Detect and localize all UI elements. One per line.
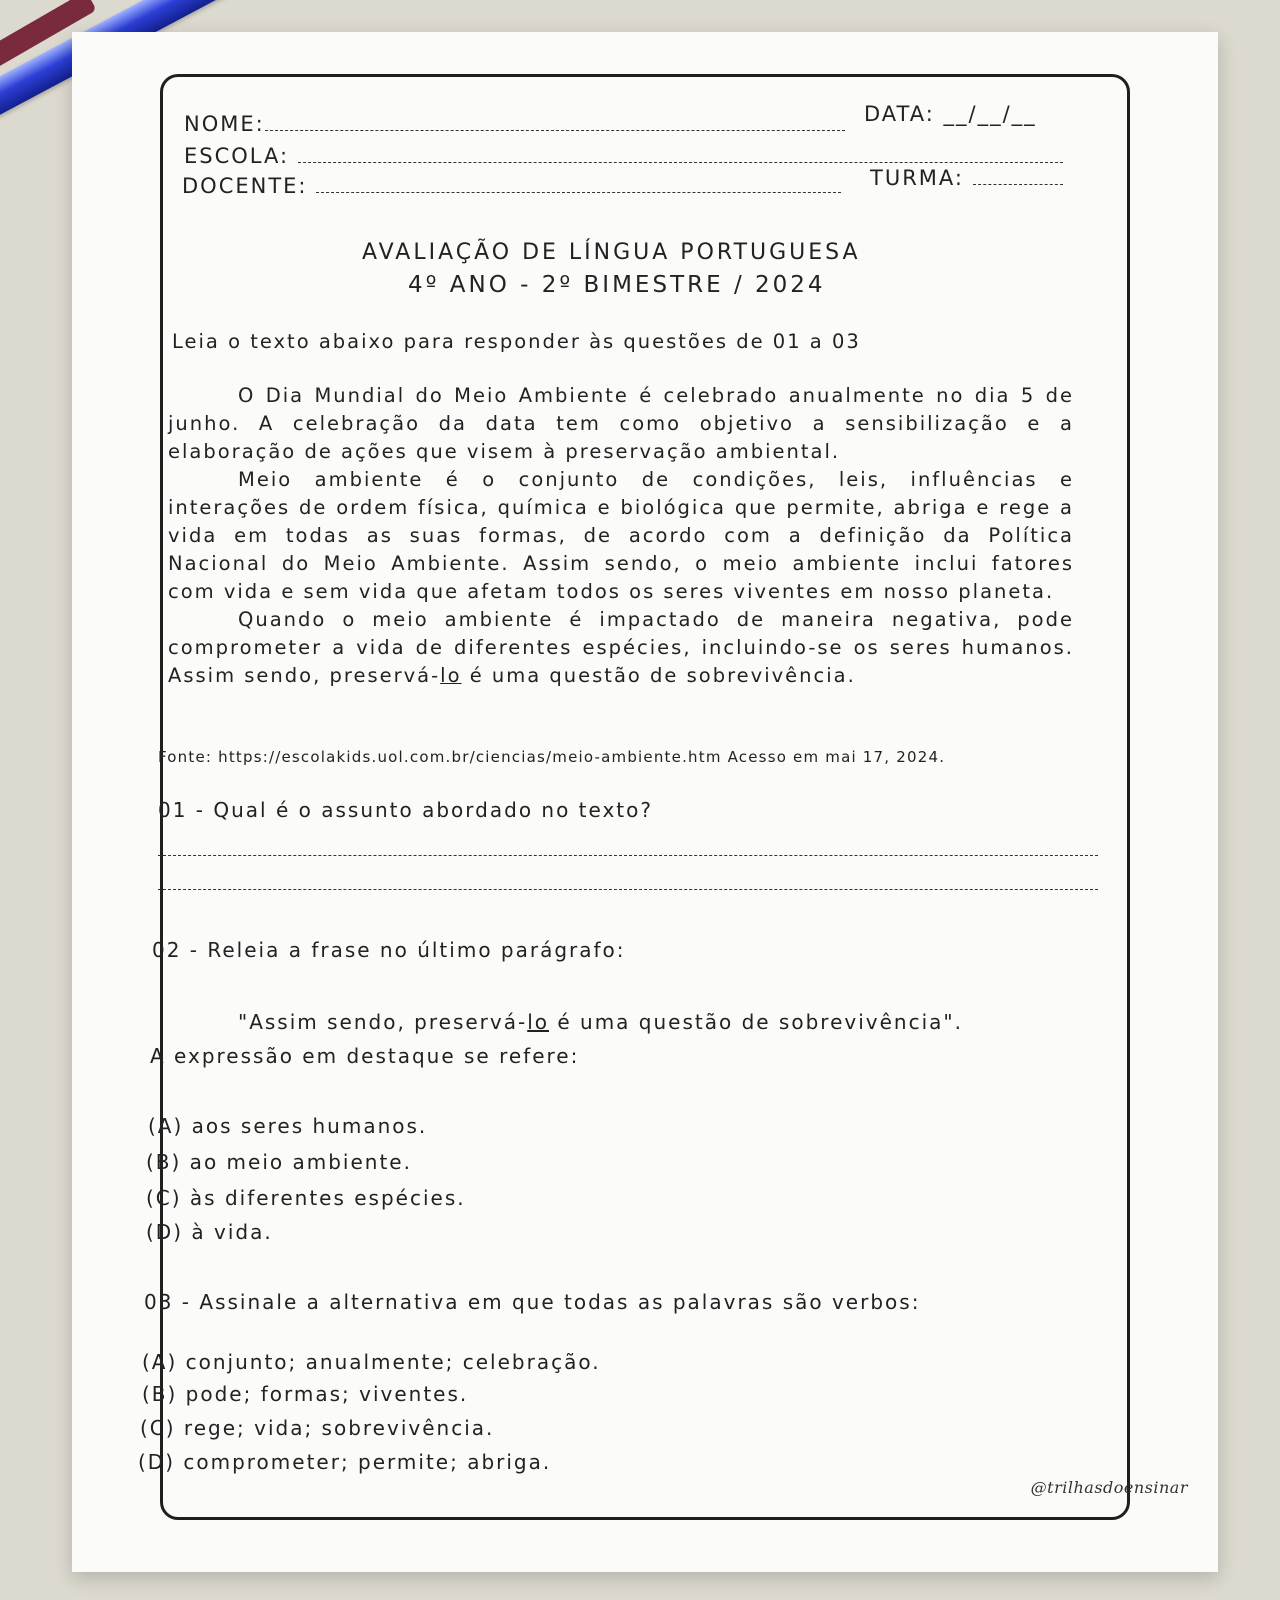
author-credit: @trilhasdoensinar xyxy=(1030,1478,1188,1497)
data-field[interactable] xyxy=(864,102,1037,126)
answer-line-2[interactable] xyxy=(158,888,1098,890)
question-3: 03 - Assinale a alternativa em que todas as palavras são verbos: xyxy=(144,1290,921,1314)
exam-title: AVALIAÇÃO DE LÍNGUA PORTUGUESA xyxy=(362,240,861,265)
q2-option-a[interactable]: (A) aos seres humanos. xyxy=(148,1114,428,1138)
data-blank[interactable]: __/__/__ xyxy=(943,102,1037,126)
question-2-quote: "Assim sendo, preservá-lo é uma questão de sobrevivência". xyxy=(238,1010,963,1034)
passage-paragraph-2: Meio ambiente é o conjunto de condições, leis, influências e interações de ordem física, química e biológica que permite, abriga e rege a vida em todas as suas formas, de acordo com a definição da Política Nacional do Meio Ambiente. Assim sendo, o meio ambiente inclui fatores com vida e sem vida que afetam todos os seres viventes em nosso planeta. xyxy=(168,468,1074,603)
docente-field[interactable] xyxy=(182,174,841,198)
answer-line-1[interactable] xyxy=(158,854,1098,856)
q3-option-b[interactable]: (B) pode; formas; viventes. xyxy=(142,1382,469,1406)
question-2-prompt: A expressão em destaque se refere: xyxy=(150,1044,580,1068)
data-label: DATA: xyxy=(864,102,935,126)
passage-paragraph-1: O Dia Mundial do Meio Ambiente é celebrado anualmente no dia 5 de junho. A celebração da data tem como objetivo a sensibilização e a elaboração de ações que visem à preservação ambiental. xyxy=(168,384,1074,463)
question-1: 01 - Qual é o assunto abordado no texto? xyxy=(158,798,653,822)
nome-label: NOME: xyxy=(184,112,265,136)
exam-sheet xyxy=(72,32,1218,1572)
q3-option-d[interactable]: (D) comprometer; permite; abriga. xyxy=(138,1450,552,1474)
q2-option-b[interactable]: (B) ao meio ambiente. xyxy=(146,1150,412,1174)
q3-option-a[interactable]: (A) conjunto; anualmente; celebração. xyxy=(142,1350,601,1374)
q2-option-d[interactable]: (D) à vida. xyxy=(146,1220,273,1244)
q2-option-c[interactable]: (C) às diferentes espécies. xyxy=(146,1186,466,1210)
escola-label: ESCOLA: xyxy=(184,144,290,168)
reading-passage xyxy=(168,382,1074,690)
turma-field[interactable] xyxy=(870,166,1063,190)
escola-blank[interactable] xyxy=(298,144,1063,163)
escola-field[interactable] xyxy=(184,144,1063,168)
quote-highlighted-word: lo xyxy=(527,1010,549,1034)
instruction: Leia o texto abaixo para responder às questões de 01 a 03 xyxy=(172,330,861,353)
highlighted-word: lo xyxy=(440,664,462,687)
exam-subtitle: 4º ANO - 2º BIMESTRE / 2024 xyxy=(408,272,826,298)
turma-label: TURMA: xyxy=(870,166,964,190)
passage-paragraph-3: Quando o meio ambiente é impactado de maneira negativa, pode comprometer a vida de diferentes espécies, incluindo-se os seres humanos. Assim sendo, preservá-lo é uma questão de sobrevivência. xyxy=(168,608,1074,687)
q3-option-c[interactable]: (C) rege; vida; sobrevivência. xyxy=(140,1416,495,1440)
nome-blank[interactable] xyxy=(265,112,845,131)
turma-blank[interactable] xyxy=(973,166,1063,185)
source-citation: Fonte: https://escolakids.uol.com.br/ciencias/meio-ambiente.htm Acesso em mai 17, 2024. xyxy=(158,748,946,766)
docente-blank[interactable] xyxy=(316,174,841,193)
docente-label: DOCENTE: xyxy=(182,174,308,198)
nome-field[interactable] xyxy=(184,112,845,136)
question-2: 02 - Releia a frase no último parágrafo: xyxy=(152,938,626,962)
